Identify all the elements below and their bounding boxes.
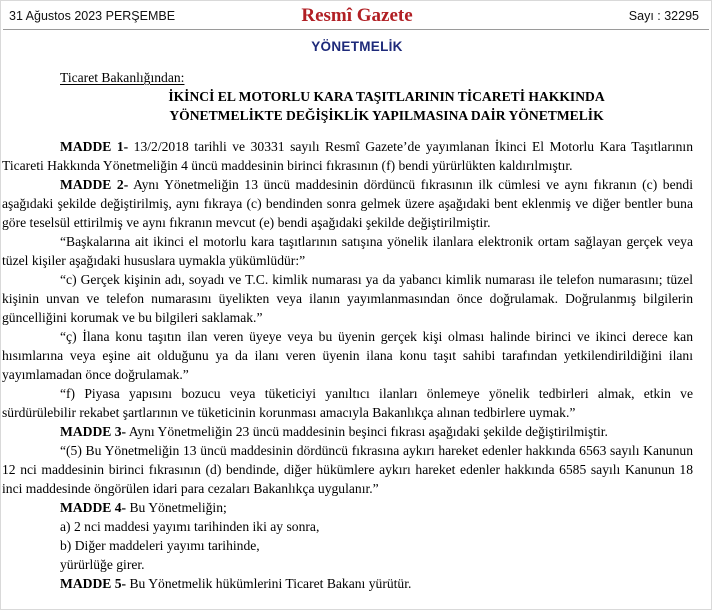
document-heading <box>60 68 693 125</box>
issuing-authority: Ticaret Bakanlığından: <box>60 70 185 85</box>
quote-5-text: “(5) Bu Yönetmeliğin 13 üncü maddesinin dördüncü fıkrasına aykırı hareket edenler hakkında 6563 sayılı Kanunun 12 nci maddesinin birinci fıkrasının (d) bendinde, diğer hükümlere aykırı hareket edenler hakkında 6585 sayılı Kanunun 18 inci maddesinde öngörülen idari para cezaları Bakanlıkça uygulanır.” <box>2 443 693 496</box>
header-title: Resmî Gazete <box>301 5 413 26</box>
quote-c-text: “c) Gerçek kişinin adı, soyadı ve T.C. kimlik numarası ya da yabancı kimlik numarası ile telefon numarasını; tüzel kişinin unvan ve telefon numarasını üyelikten veya ilanın yayımlanmasından önce doğrulamak. Doğrulanmış bilgilerin güncelliğini korumak ve bu bilgileri saklamak.” <box>2 272 693 325</box>
article-1 <box>2 137 693 175</box>
gazette-header <box>1 1 712 31</box>
header-date: 31 Ağustos 2023 PERŞEMBE <box>9 9 176 23</box>
regulation-title-line-2: YÖNETMELİKTE DEĞİŞİKLİK YAPILMASINA DAİR YÖNETMELİK <box>169 108 604 123</box>
regulation-title-line-1: İKİNCİ EL MOTORLU KARA TAŞITLARININ TİCARETİ HAKKINDA <box>168 89 605 104</box>
regulation-body <box>2 137 693 593</box>
article-5-label: MADDE 5- <box>60 576 127 591</box>
article-5 <box>2 574 693 593</box>
quote-intro-text: “Başkalarına ait ikinci el motorlu kara taşıtlarının satışına yönelik ilanlara elektronik ortam sağlayan gerçek veya tüzel kişiler aşağıdaki hususlara uymakla yükümlüdür:” <box>2 234 693 268</box>
article-5-text: Bu Yönetmelik hükümlerini Ticaret Bakanı yürütür. <box>126 576 412 591</box>
quote-cc <box>2 327 693 384</box>
section-heading: YÖNETMELİK <box>311 39 403 54</box>
article-4 <box>2 498 693 517</box>
article-4-item-b-text: b) Diğer maddeleri yayımı tarihinde, <box>60 538 260 553</box>
article-4-item-a <box>2 517 693 536</box>
article-3-label: MADDE 3- <box>60 424 127 439</box>
article-4-item-a-text: a) 2 nci maddesi yayımı tarihinden iki ay sonra, <box>60 519 320 534</box>
quote-f <box>2 384 693 422</box>
article-3 <box>2 422 693 441</box>
quote-intro <box>2 232 693 270</box>
article-4-item-b <box>2 536 693 555</box>
header-issue-number: Sayı : 32295 <box>628 9 699 23</box>
article-2 <box>2 175 693 232</box>
article-4-closing-text: yürürlüğe girer. <box>60 557 145 572</box>
article-1-text: 13/2/2018 tarihli ve 30331 sayılı Resmî Gazete’de yayımlanan İkinci El Motorlu Kara Taşıtlarının Ticareti Hakkında Yönetmeliğin 4 üncü maddesinin birinci fıkrasının (f) bendi yürürlükten kaldırılmıştır. <box>2 139 693 173</box>
quote-5 <box>2 441 693 498</box>
article-2-text: Aynı Yönetmeliğin 13 üncü maddesinin dördüncü fıkrasının ilk cümlesi ve aynı fıkranın (c) bendi aşağıdaki şekilde değiştirilmiş, aynı fıkraya (c) bendinden sonra gelmek üzere aşağıdaki bent eklenmiş ve diğer bentler buna göre teselsül ettirilmiş ve aynı fıkranın mevcut (e) bendi aşağıdaki şekilde değiştirilmiştir. <box>2 177 693 230</box>
article-4-text: Bu Yönetmeliğin; <box>126 500 227 515</box>
article-1-label: MADDE 1- <box>60 139 129 154</box>
article-3-text: Aynı Yönetmeliğin 23 üncü maddesinin beşinci fıkrası aşağıdaki şekilde değiştirilmiştir. <box>126 424 608 439</box>
article-4-closing <box>2 555 693 574</box>
article-2-label: MADDE 2- <box>60 177 129 192</box>
header-divider <box>3 29 709 30</box>
quote-cc-text: “ç) İlana konu taşıtın ilan veren üyeye veya bu üyenin gerçek kişi olması halinde birinci ve ikinci derece kan hısımlarına veya eşine ait olduğunu ya da ilanı veren üyenin ilana konu taşıt sahibi tarafından yetkilendirildiğini ilanı yayımlamadan önce doğrulamak.” <box>2 329 693 382</box>
quote-f-text: “f) Piyasa yapısını bozucu veya tüketiciyi yanıltıcı ilanları önlemeye yönelik tedbirleri almak, etkin ve sürdürülebilir rekabet şartlarının ve tüketicinin korunması amacıyla Bakanlıkça alınan tedbirlere uymak.” <box>2 386 693 420</box>
quote-c <box>2 270 693 327</box>
article-4-label: MADDE 4- <box>60 500 127 515</box>
